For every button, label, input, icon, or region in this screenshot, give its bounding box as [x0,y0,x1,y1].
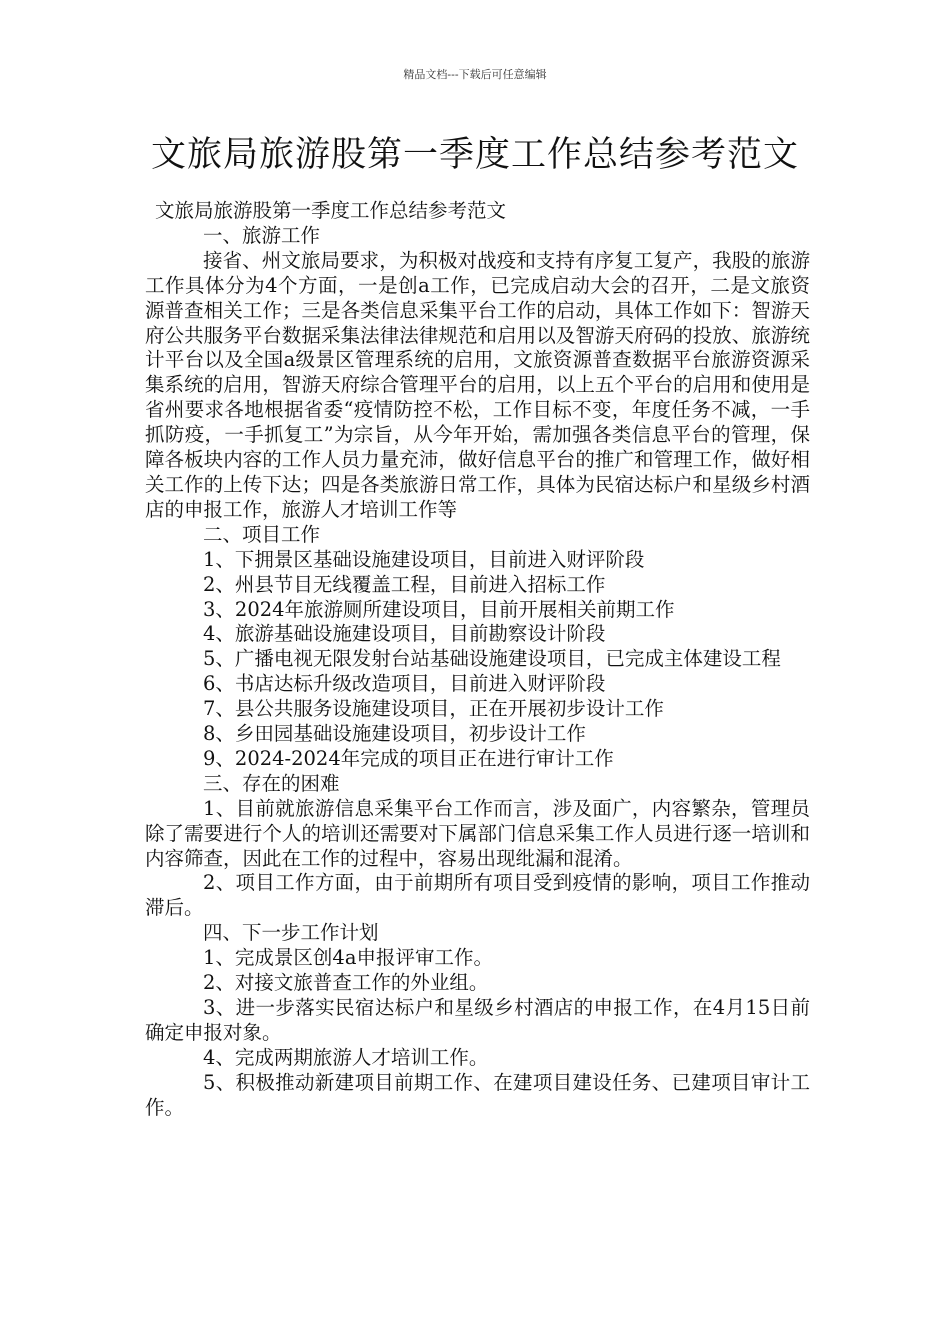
list-item: 5、积极推动新建项目前期工作、在建项目建设任务、已建项目审计工作。 [145,1070,810,1119]
list-item: 3、2024年旅游厕所建设项目，目前开展相关前期工作 [203,597,675,621]
list-item: 5、广播电视无限发射台站基础设施建设项目，已完成主体建设工程 [203,647,781,671]
list-item: 1、完成景区创4a申报评审工作。 [203,946,493,970]
list-item: 7、县公共服务设施建设项目，正在开展初步设计工作 [203,697,664,721]
body-paragraph: 1、目前就旅游信息采集平台工作而言，涉及面广，内容繁杂，管理员除了需要进行个人的培训还需要对下属部门信息采集工作人员进行逐一培训和内容筛查，因此在工作的过程中，容易出现纰漏和混淆。 [145,796,810,870]
list-item: 9、2024-2024年完成的项目正在进行审计工作 [203,746,614,770]
list-item: 6、书店达标升级改造项目，目前进入财评阶段 [203,672,606,696]
document-title: 文旅局旅游股第一季度工作总结参考范文 [150,135,799,175]
body-paragraph: 接省、州文旅局要求，为积极对战疫和支持有序复工复产，我股的旅游工作具体分为4个方面，一是创a工作，已完成启动大会的召开，二是文旅资源普查相关工作；三是各类信息采集平台工作的启动，具体工作如下：智游天府公共服务平台数据采集法律法律规范和启用以及智游天府码的投放、旅游统计平台以及全国a级景区管理系统的启用，文旅资源普查数据平台旅游资源采集系统的启用，智游天府综合管理平台的启用，以上五个平台的启用和使用是省州要求各地根据省委“疫情防控不松，工作目标不变，年度任务不减，一手抓防疫，一手抓复工”为宗旨，从今年开始，需加强各类信息平台的管理，保障各板块内容的工作人员力量充沛，做好信息平台的推广和管理工作，做好相关工作的上传下达；四是各类旅游日常工作，具体为民宿达标户和星级乡村酒店的申报工作，旅游人才培训工作等 [145,248,810,521]
list-item: 8、乡田园基础设施建设项目，初步设计工作 [203,722,586,746]
section-heading: 二、项目工作 [203,522,321,546]
document-subtitle: 文旅局旅游股第一季度工作总结参考范文 [155,199,507,222]
list-item: 1、下拥景区基础设施建设项目，目前进入财评阶段 [203,547,645,571]
section-heading: 三、存在的困难 [203,771,340,795]
section-heading: 一、旅游工作 [203,223,321,247]
list-item: 2、州县节目无线覆盖工程，目前进入招标工作 [203,572,606,596]
list-item: 2、对接文旅普查工作的外业组。 [203,971,489,995]
page-header-note: 精品文档---下载后可任意编辑 [403,68,547,81]
list-item: 3、进一步落实民宿达标户和星级乡村酒店的申报工作，在4月15日前确定申报对象。 [145,996,810,1044]
document-body [145,199,810,1121]
list-item: 4、旅游基础设施建设项目，目前勘察设计阶段 [203,622,606,646]
list-item: 4、完成两期旅游人才培训工作。 [203,1045,489,1069]
section-heading: 四、下一步工作计划 [203,921,379,945]
body-paragraph: 2、项目工作方面，由于前期所有项目受到疫情的影响，项目工作推动滞后。 [145,871,810,920]
